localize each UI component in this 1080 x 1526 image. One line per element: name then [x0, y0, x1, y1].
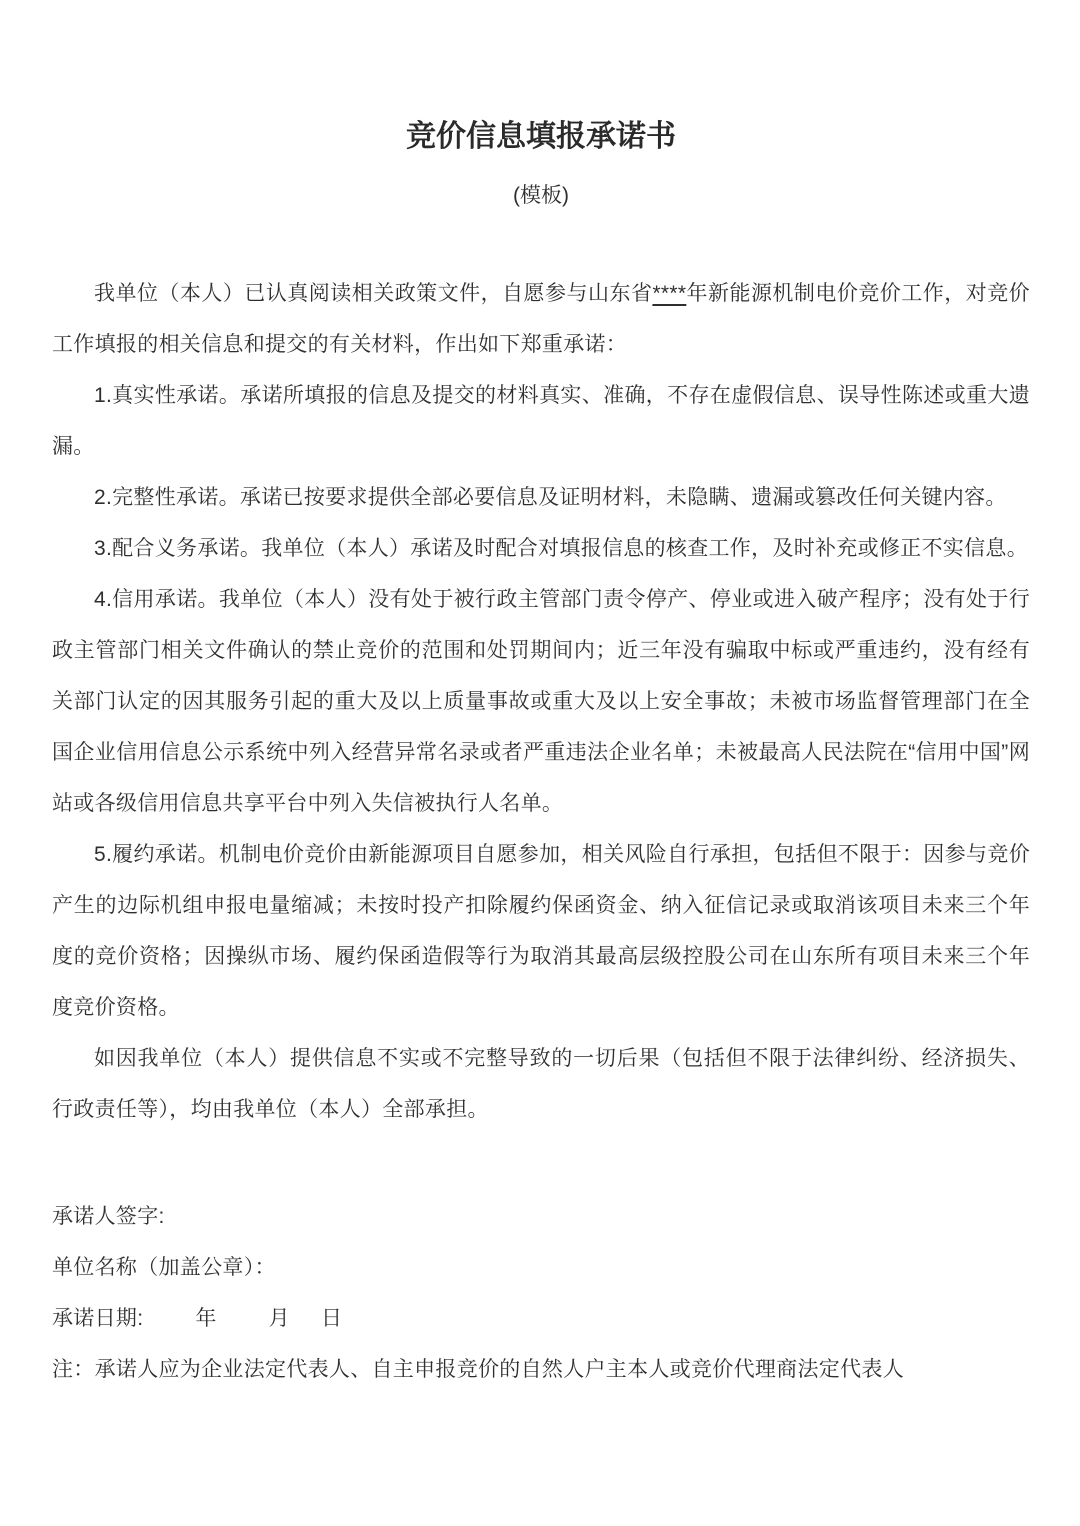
date-year-gap	[143, 1324, 195, 1325]
company-name-label: 单位名称（加盖公章）：	[52, 1256, 276, 1279]
footnote: 注：承诺人应为企业法定代表人、自主申报竞价的自然人户主本人或竞价代理商法定代表人	[52, 1358, 904, 1381]
closing-paragraph: 如因我单位（本人）提供信息不实或不完整导致的一切后果（包括但不限于法律纠纷、经济损失、行政责任等），均由我单位（本人）全部承担。	[52, 1047, 1030, 1121]
year-label: 年	[195, 1307, 217, 1330]
document-title: 竞价信息填报承诺书	[406, 120, 676, 153]
commitment-credit: 4.信用承诺。我单位（本人）没有处于被行政主管部门责令停产、停业或进入破产程序；没有处于行政主管部门相关文件确认的禁止竞价的范围和处罚期间内；近三年没有骗取中标或严重违约，没有经有关部门认定的因其服务引起的重大及以上质量事故或重大及以上安全事故；未被市场监督管理部门在全国企业信用信息公示系统中列入经营异常名录或者严重违法企业名单；未被最高人民法院在“信用中国”网站或各级信用信息共享平台中列入失信被执行人名单。	[52, 588, 1030, 815]
month-label: 月	[268, 1307, 290, 1330]
commitment-cooperation: 3.配合义务承诺。我单位（本人）承诺及时配合对填报信息的核查工作，及时补充或修正不实信息。	[94, 537, 1029, 560]
signature-block	[52, 1191, 1030, 1395]
date-label: 承诺日期:	[52, 1307, 144, 1330]
signer-signature-label: 承诺人签字:	[52, 1205, 165, 1228]
commitment-completeness: 2.完整性承诺。承诺已按要求提供全部必要信息及证明材料，未隐瞒、遗漏或篡改任何关键内容。	[94, 486, 1007, 509]
commitment-performance: 5.履约承诺。机制电价竞价由新能源项目自愿参加，相关风险自行承担，包括但不限于：因参与竞价产生的边际机组申报电量缩减；未按时投产扣除履约保函资金、纳入征信记录或取消该项目未来三个年度的竞价资格；因操纵市场、履约保函造假等行为取消其最高层级控股公司在山东所有项目未来三个年度竞价资格。	[52, 843, 1030, 1019]
day-label: 日	[320, 1307, 343, 1330]
intro-paragraph	[52, 268, 1030, 370]
document-body	[52, 268, 1030, 1135]
intro-text-after-blank: 年新能源机制电价竞价工作，对竞价工作填报的相关信息和提交的有关材料，作出如下郑重承诺：	[52, 282, 1030, 356]
commitment-date-line	[52, 1293, 1030, 1344]
commitment-authenticity: 1.真实性承诺。承诺所填报的信息及提交的材料真实、准确，不存在虚假信息、误导性陈述或重大遗漏。	[52, 384, 1030, 458]
intro-text-before-blank: 我单位（本人）已认真阅读相关政策文件，自愿参与山东省	[94, 282, 653, 305]
year-blank: ****	[652, 282, 687, 305]
year-month-gap	[217, 1324, 269, 1325]
document-subtitle: (模板)	[513, 184, 569, 207]
month-day-gap	[290, 1324, 321, 1325]
